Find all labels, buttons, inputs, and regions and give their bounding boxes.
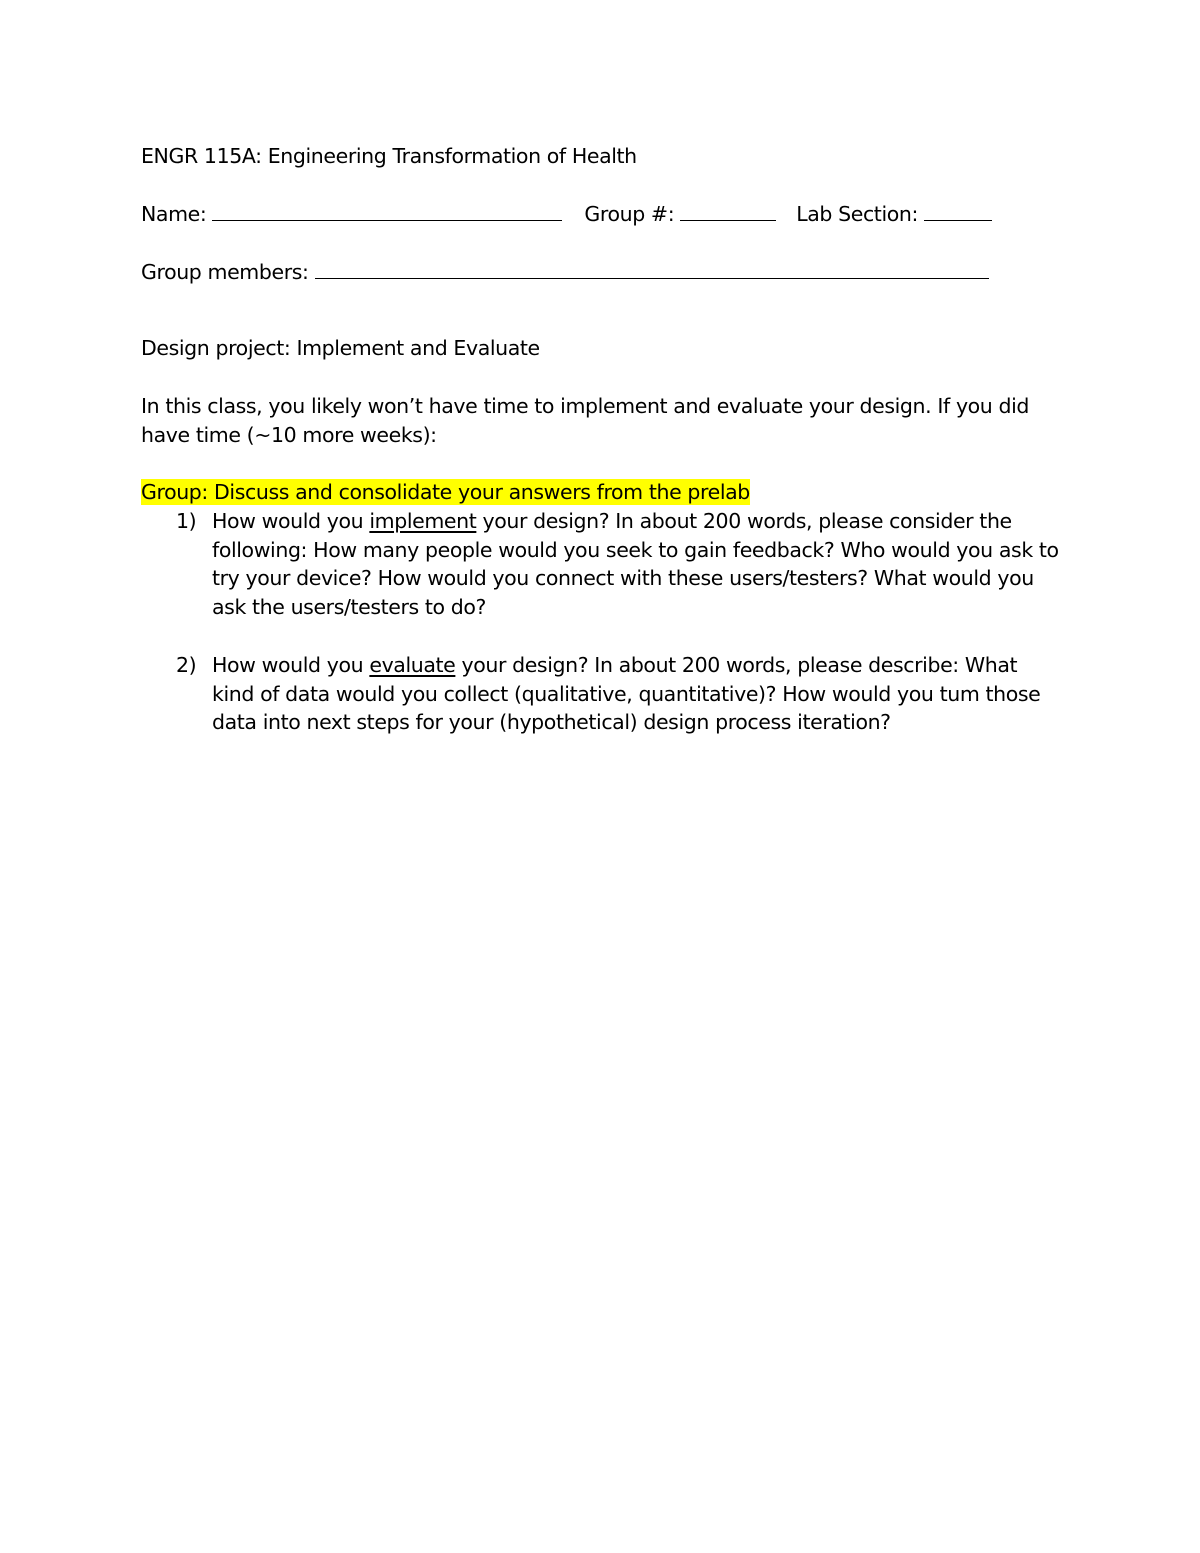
lab-section-blank-line[interactable] bbox=[924, 200, 992, 221]
group-number-blank-line[interactable] bbox=[680, 200, 776, 221]
group-members-row bbox=[141, 258, 989, 286]
question-keyword-implement: implement bbox=[369, 509, 477, 533]
question-number: 2) bbox=[176, 653, 197, 677]
group-members-label: Group members: bbox=[141, 260, 309, 284]
question-body: your design? In about 200 words, please describe: What kind of data would you collect (qualitative, quantitative)? How would you tum those data into next steps for your (hypothetical) design process iteration? bbox=[212, 653, 1041, 735]
group-instruction-row bbox=[141, 478, 750, 506]
question-lead: How would you bbox=[212, 509, 370, 533]
question-text bbox=[212, 651, 1062, 737]
question-lead: How would you bbox=[212, 653, 370, 677]
question-keyword-evaluate: evaluate bbox=[369, 653, 456, 677]
group-number-label: Group #: bbox=[584, 202, 675, 226]
name-label: Name: bbox=[141, 202, 207, 226]
group-members-blank-line[interactable] bbox=[315, 258, 989, 279]
design-project-heading: Design project: Implement and Evaluate bbox=[141, 336, 540, 360]
name-group-lab-row bbox=[141, 200, 992, 228]
course-title: ENGR 115A: Engineering Transformation of Health bbox=[141, 144, 637, 168]
question-text bbox=[212, 507, 1062, 622]
question-body: your design? In about 200 words, please consider the following: How many people would you seek to gain feedback? Who would you ask to try your device? How would you connect with these users/testers? What would you ask the users/testers to do? bbox=[212, 509, 1059, 620]
intro-paragraph: In this class, you likely won’t have time to implement and evaluate your design. If you did have time (~10 more weeks): bbox=[141, 394, 1030, 447]
lab-section-label: Lab Section: bbox=[796, 202, 918, 226]
question-number: 1) bbox=[176, 509, 197, 533]
group-instruction-highlight: Group: Discuss and consolidate your answers from the prelab bbox=[141, 480, 750, 504]
name-blank-line[interactable] bbox=[212, 200, 562, 221]
